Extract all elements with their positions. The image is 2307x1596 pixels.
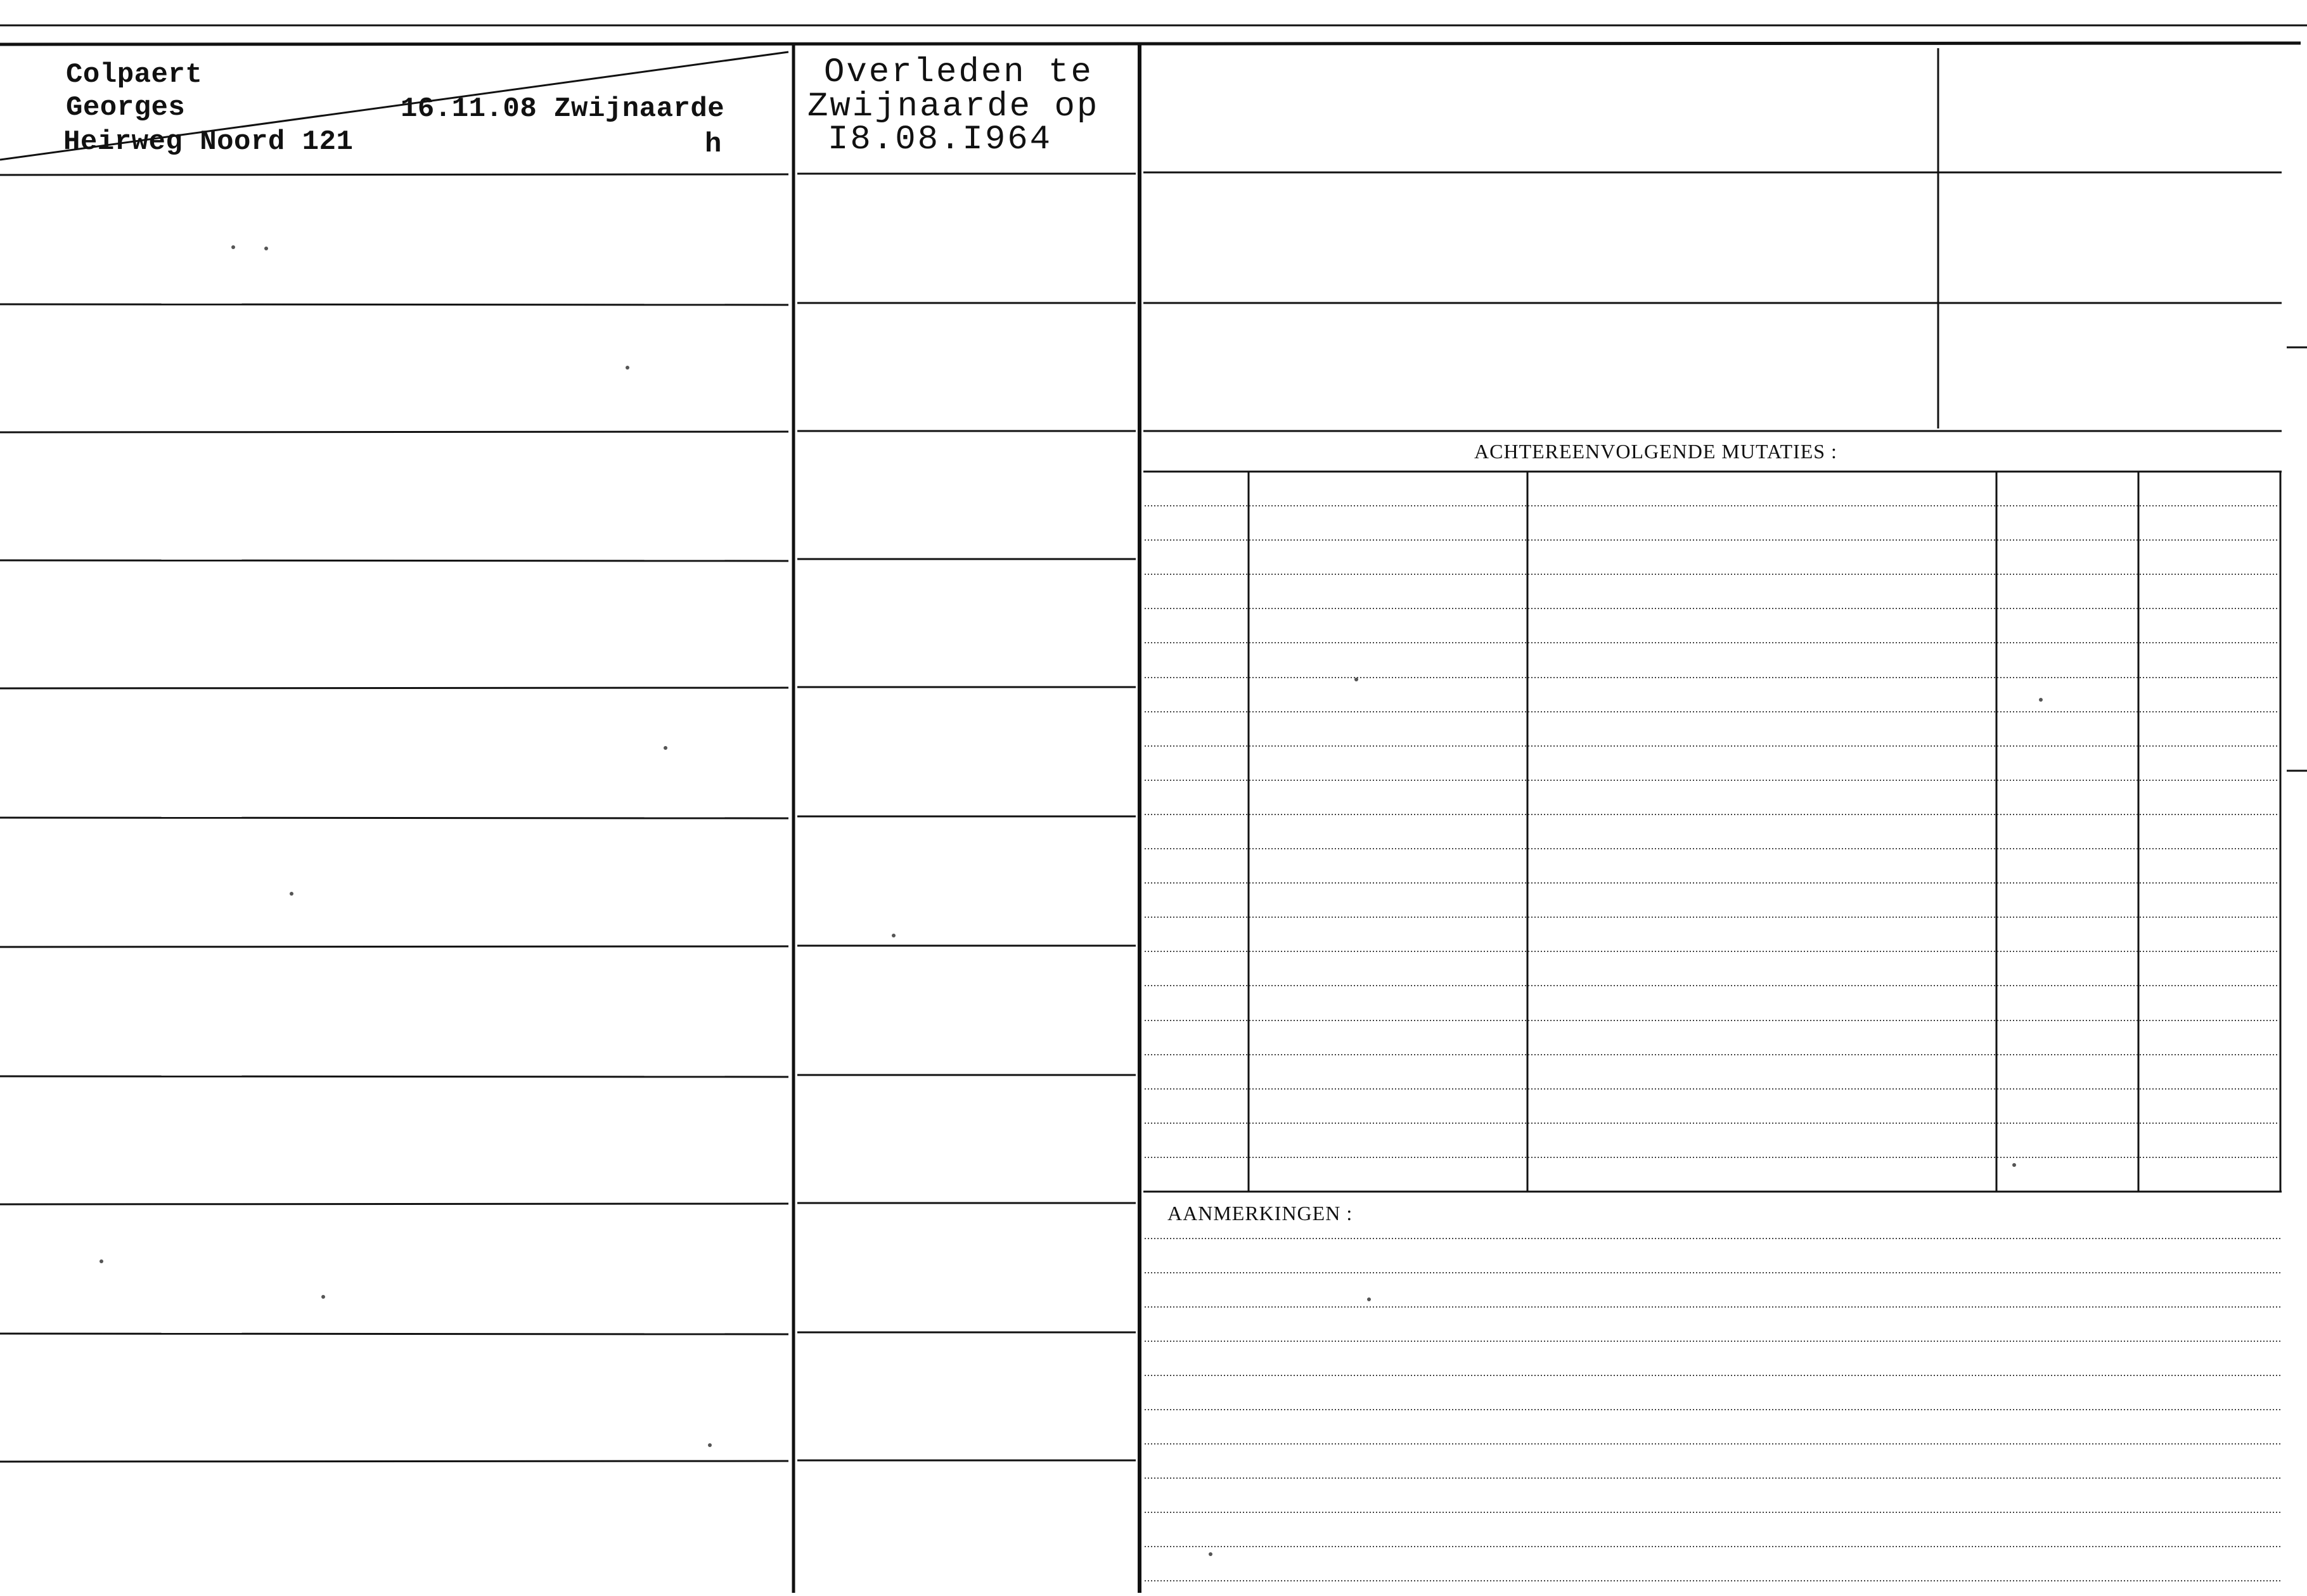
scan-speck [2039, 698, 2043, 702]
scan-speck [2012, 1163, 2016, 1167]
scan-speck [264, 247, 268, 250]
death-note-line-3: I8.08.I964 [828, 120, 1053, 159]
birth-date-place-text: 16.11.08 Zwijnaarde [401, 93, 725, 125]
mark-text: h [705, 129, 722, 160]
scan-speck [664, 746, 667, 750]
scan-speck [1354, 678, 1358, 681]
scan-speck [626, 366, 629, 370]
scan-speck [321, 1295, 325, 1299]
scan-speck [231, 245, 235, 249]
left-row-line [0, 1461, 788, 1462]
scan-speck [1209, 1552, 1212, 1556]
scan-speck [290, 892, 293, 896]
death-note-line-2: Zwijnaarde op [807, 87, 1100, 126]
scan-speck [892, 934, 896, 937]
left-row-line [0, 174, 788, 175]
death-note-line-1: Overleden te [824, 53, 1093, 92]
mutations-heading: ACHTEREENVOLGENDE MUTATIES : [1474, 440, 1837, 463]
scan-speck [1367, 1297, 1371, 1301]
first-name-text: Georges [66, 92, 186, 124]
left-row-line [0, 1076, 788, 1077]
scan-speck [100, 1259, 103, 1263]
left-row-line [0, 560, 788, 561]
remarks-heading: AANMERKINGEN : [1167, 1202, 1353, 1225]
top-border [0, 43, 2301, 44]
left-row-line [0, 946, 788, 947]
scan-speck [708, 1443, 712, 1447]
left-row-line [0, 304, 788, 305]
surname-text: Colpaert [66, 59, 203, 91]
address-text: Heirweg Noord 121 [63, 126, 354, 158]
